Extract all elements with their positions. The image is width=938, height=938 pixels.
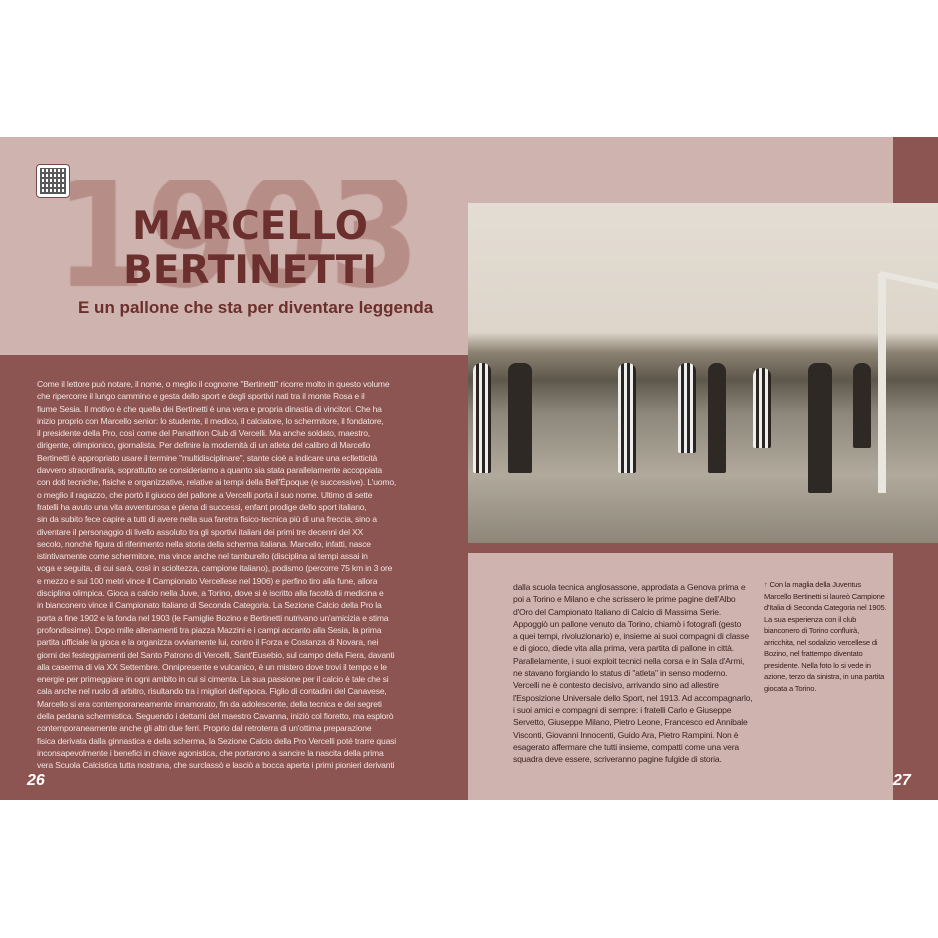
player <box>473 363 491 473</box>
player <box>808 363 832 493</box>
photo-caption <box>764 579 889 694</box>
page-number-left: 26 <box>27 772 45 789</box>
arrow-up-icon: ↑ <box>764 580 768 589</box>
player <box>708 363 726 473</box>
player <box>508 363 532 473</box>
page-number-right: 27 <box>893 772 911 789</box>
right-body-text: dalla scuola tecnica anglosassone, approdata a Genova prima e poi a Torino e Milano e che scrissero le prime pagine dell'Albo d'Oro del Campionato Italiano di Calcio di Massima Serie. Appoggiò un pallone venuto da Torino, chiamò i fotografi (gesto a quei tempi, rivoluzionario) e, insieme ai suoi compagni di classe e di gioco, diede vita alla prima, vera partita di pallone in città. Parallelamente, i suoi exploit tecnici nella corsa e in Sala d'Armi, ne stavano forgiando lo status di "atleta" in senso moderno. Vercelli ne è contesto decisivo, arrivando sino ad allestire l'Esposizione Universale dello Sport, nel 1913. Ad accompagnarlo, i suoi amici e compagni di sempre: i fratelli Carlo e Giuseppe Servetto, Giuseppe Milano, Pietro Leone, Francesco ed Annibale Visconti, Giovanni Innocenti, Guido Ara, Pietro Rampini. Non è esagerato affermare che tutti insieme, compatti come una vera squadra deve essere, scriveranno pagine fulgide di storia. <box>513 582 753 765</box>
caption-text: Con la maglia della Juventus Marcello Bertinetti si laureò Campione d'Italia di Seconda Categoria nel 1905. La sua esperienza con il club bianconero di Torino confluirà, arricchita, nel sodalizio vercellese di Bozino, nel frattempo diventato presidente. Nella foto lo si vede in azione, terzo da sinistra, in una partita giocata a Torino. <box>764 580 887 693</box>
article-subtitle: E un pallone che sta per diventare leggenda <box>78 298 434 317</box>
player <box>618 363 636 473</box>
title-line-1: MARCELLO <box>132 204 368 249</box>
right-header-band <box>468 137 893 203</box>
left-body-text: Come il lettore può notare, il nome, o meglio il cognome "Bertinetti" ricorre molto in questo volume che ripercorre il lungo cammino e gesta dello sport e degli sportivi nati tra il monte Rosa e il fiume Sesia. Il motivo è che quella dei Bertinetti è una vera e propria dinastia di vincitori. Che ha inizio proprio con Marcello senior: lo studente, il medico, il calciatore, lo schermitore, il fondatore, il presidente della Pro, così come del Panathlon Club di Vercelli. Ma anche soldato, maestro, dirigente, olimpionico, giornalista. Per definire la modernità di un atleta del calibro di Marcello Bertinetti è appropriato usare il termine "multidisciplinare", stante cioè a indicare una eclletticità davvero straordinaria, soprattutto se consideriamo a quanto sia stata parallelamente accoppiata con doti tecniche, fisiche e organizzative, relative ai tempi della Bell'Époque (e successive). L'uomo, o meglio il ragazzo, che portò il giuoco del pallone a Vercelli porta il suo nome. Ultimo di sette fratelli ha avuto una vita avventurosa e piena di successi, enfant prodige dello sport italiano, sin da subito fece capire a tutti di avere nella sua faretra fisico-tecnica più di una freccia, sino a diventare il personaggio di livello assoluto tra gli sportivi italiani dei primi tre decenni del XX secolo, nonché figura di riferimento nella storia della scherma italiana. Marcello, infatti, nasce istintivamente come schermitore, ma vince anche nel tamburello (disciplina ai tempi assai in voga e seguita, di cui sarà, così in scioltezza, campione italiano), podismo (percorre 75 km in 3 ore e mezzo e sui 100 metri vince il Campionato Vercellese nel 1906) e perfino tiro alla fune, allora disciplina olimpica. Gioca a calcio nella Juve, a Torino, dove si è iscritto alla facoltà di medicina e in bianconero vince il Campionato Italiano di Seconda Categoria. La Sezione Calcio della Pro la porta a fine 1902 e la fonda nel 1903 (le Famiglie Bozino e Bertinetti nutrivano un'amicizia e stima profondissime). Dopo mille allenamenti tra piazza Mazzini e i campi accanto alla Sesia, la prima partita ufficiale la gioca e la organizza ovviamente lui, contro il Forza e Costanza di Novara, nei giorni dei festeggiamenti del Santo Patrono di Vercelli, Sant'Eusebio, sul campo della Fiera, davanti alla caserma di via XX Settembre. Onnipresente e vulcanico, è un mistero dove trovi il tempo e le energie per primeggiare in ogni ambito in cui si cimenta. La sua passione per il calcio è tale che si cala anche nel ruolo di arbitro, risultando tra i migliori dell'epoca. Figlio di contadini del Canavese, Marcello si era contemporaneamente innamorato, fin da adolescente, della tecnica e dei segreti della pedana schermistica. Seguendo i dettami del maestro Cavanna, iniziò col fioretto, ma esplorò contemporaneamente anche gli altri due ferri. Proprio dal retroterra di un'ottima preparazione fisica derivata dalla ginnastica e della scherma, la Sezione Calcio della Pro Vercelli poté trarre quasi inconsapevolmente i benefici in chiave agonistica, che portarono a sancire la nascita della prima vera Scuola Calcistica tutta nostrana, che surclassò e lasciò a bocca aperta i primi pionieri derivanti <box>37 379 397 771</box>
title-line-2: BERTINETTI <box>123 248 377 293</box>
article-title <box>105 205 395 293</box>
goal-post <box>878 273 886 493</box>
player <box>678 363 696 453</box>
historic-football-photo <box>468 203 938 543</box>
player <box>853 363 871 448</box>
goal-crossbar <box>879 271 938 289</box>
player <box>753 368 771 448</box>
